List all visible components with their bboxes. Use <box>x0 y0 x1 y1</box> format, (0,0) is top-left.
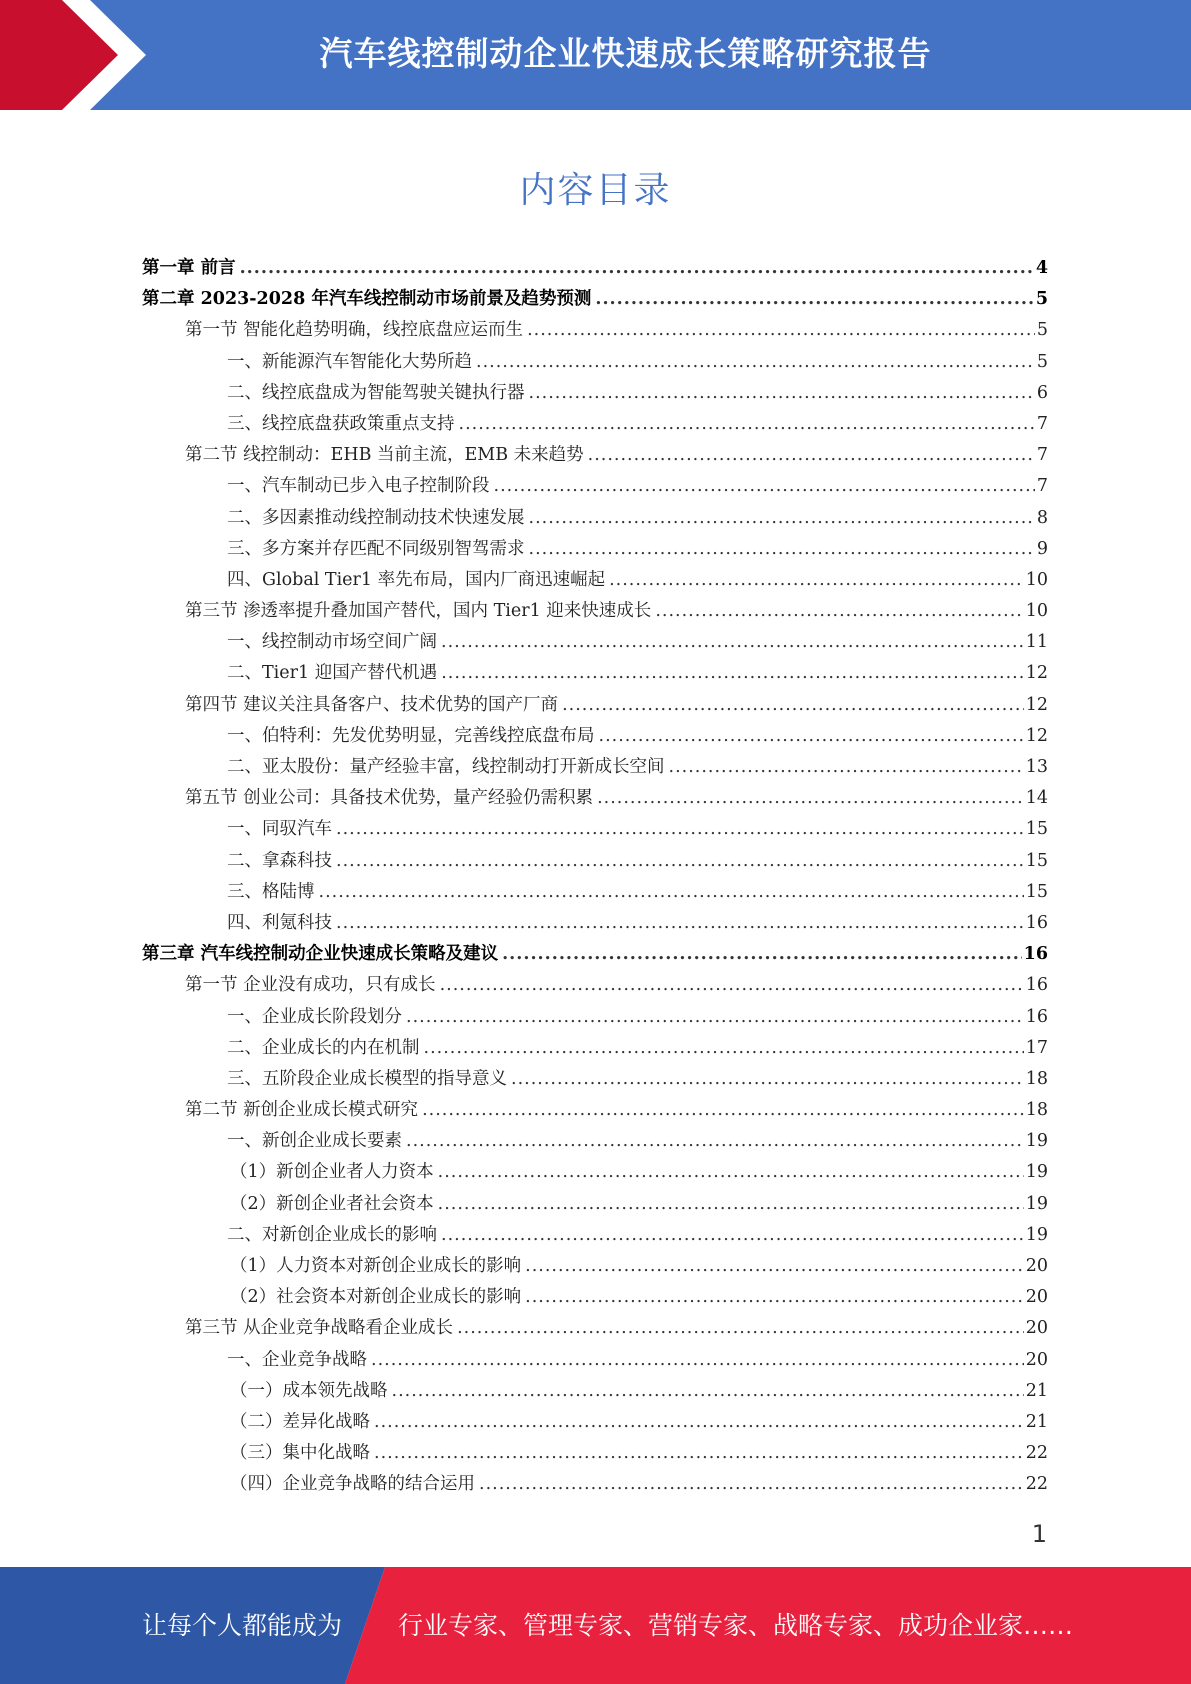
toc-entry[interactable] <box>142 1127 1048 1158</box>
toc-entry[interactable] <box>142 1408 1048 1439</box>
toc-entry[interactable] <box>142 940 1048 971</box>
toc-dot-leader <box>319 882 1024 902</box>
toc-entry-page: 16 <box>1023 944 1048 965</box>
toc-entry[interactable] <box>142 722 1048 753</box>
toc-entry-label: 第一节 企业没有成功，只有成长 <box>185 975 436 996</box>
toc-entry[interactable] <box>142 441 1048 472</box>
toc-entry[interactable] <box>142 815 1048 846</box>
toc-dot-leader <box>336 913 1024 933</box>
toc-entry-page: 9 <box>1036 538 1048 559</box>
toc-entry-page: 14 <box>1025 788 1048 809</box>
toc-dot-leader <box>406 1131 1024 1151</box>
toc-entry-page: 20 <box>1025 1349 1048 1370</box>
toc-entry[interactable] <box>142 254 1048 285</box>
toc-entry-label: （一）成本领先战略 <box>230 1380 388 1401</box>
toc-dot-leader <box>527 320 1035 340</box>
toc-entry-page: 12 <box>1025 694 1048 715</box>
toc-entry-page: 21 <box>1025 1380 1048 1401</box>
toc-entry-label: 二、企业成长的内在机制 <box>227 1037 420 1058</box>
toc-entry-page: 10 <box>1025 569 1048 590</box>
toc-dot-leader <box>336 851 1024 871</box>
toc-entry[interactable] <box>142 472 1048 503</box>
toc-entry-page: 7 <box>1036 445 1048 466</box>
toc-entry-page: 22 <box>1025 1474 1048 1495</box>
toc-entry-label: 第二节 新创企业成长模式研究 <box>185 1100 419 1121</box>
toc-entry-label: 二、亚太股份：量产经验丰富，线控制动打开新成长空间 <box>227 757 665 777</box>
toc-entry-label: 一、新能源汽车智能化大势所趋 <box>227 351 472 372</box>
toc-entry-page: 16 <box>1025 1006 1048 1027</box>
toc-entry-page: 22 <box>1025 1443 1048 1464</box>
toc-entry-label: 一、同驭汽车 <box>227 819 332 840</box>
toc-dot-leader <box>511 1069 1024 1089</box>
toc-entry-page: 16 <box>1025 912 1048 933</box>
toc-entry-label: 四、利氪科技 <box>227 912 332 933</box>
toc-dot-leader <box>441 632 1024 652</box>
toc-entry[interactable] <box>142 847 1048 878</box>
toc-dot-leader <box>476 352 1035 372</box>
toc-dot-leader <box>494 476 1035 496</box>
toc-dot-leader <box>529 383 1035 403</box>
toc-entry-label: （三）集中化战略 <box>230 1443 370 1464</box>
toc-entry[interactable] <box>142 1283 1048 1314</box>
toc-entry[interactable] <box>142 566 1048 597</box>
toc-entry-label: 三、格陆博 <box>227 881 315 902</box>
toc-entry-page: 18 <box>1025 1068 1048 1089</box>
toc-dot-leader <box>599 726 1024 746</box>
toc-entry[interactable] <box>142 659 1048 690</box>
toc-entry-label: 第四节 建议关注具备客户、技术优势的国产厂商 <box>185 694 559 715</box>
toc-entry-label: （2）社会资本对新创企业成长的影响 <box>230 1287 522 1308</box>
toc-entry-page: 11 <box>1025 632 1048 653</box>
toc-entry[interactable] <box>142 971 1048 1002</box>
toc-dot-leader <box>562 695 1024 715</box>
toc-entry-label: （四）企业竞争战略的结合运用 <box>230 1474 475 1495</box>
toc-dot-leader <box>240 258 1034 278</box>
toc-entry-label: 一、企业竞争战略 <box>227 1349 367 1370</box>
toc-dot-leader <box>438 1162 1024 1182</box>
toc-entry-label: 三、多方案并存匹配不同级别智驾需求 <box>227 538 525 559</box>
toc-entry-page: 21 <box>1025 1411 1048 1432</box>
toc-entry-page: 4 <box>1035 258 1048 278</box>
footer-banner <box>0 1567 1191 1684</box>
toc-dot-leader <box>597 788 1024 808</box>
table-of-contents <box>142 254 1048 1502</box>
toc-entry-label: 第一节 智能化趋势明确，线控底盘应运而生 <box>185 320 524 341</box>
toc-dot-leader <box>441 663 1024 683</box>
toc-entry[interactable] <box>142 1190 1048 1221</box>
toc-entry-label: 一、企业成长阶段划分 <box>227 1006 402 1027</box>
toc-entry-page: 20 <box>1025 1256 1048 1276</box>
toc-dot-leader <box>336 819 1024 839</box>
toc-entry-label: 第三节 从企业竞争战略看企业成长 <box>185 1318 454 1339</box>
toc-dot-leader <box>440 975 1024 995</box>
toc-dot-leader <box>529 508 1035 528</box>
toc-entry[interactable] <box>142 1034 1048 1065</box>
toc-dot-leader <box>502 944 1022 964</box>
toc-entry[interactable] <box>142 753 1048 784</box>
toc-entry[interactable] <box>142 1065 1048 1096</box>
toc-entry-label: 二、线控底盘成为智能驾驶关键执行器 <box>227 382 525 403</box>
toc-dot-leader <box>525 1287 1024 1307</box>
toc-dot-leader <box>371 1350 1024 1370</box>
toc-entry[interactable] <box>142 597 1048 628</box>
toc-entry-label: 第五节 创业公司：具备技术优势，量产经验仍需积累 <box>185 788 594 809</box>
toc-entry-label: （1）人力资本对新创企业成长的影响 <box>230 1256 522 1276</box>
toc-entry-label: 第一章 前言 <box>142 258 236 278</box>
toc-dot-leader <box>438 1194 1024 1214</box>
toc-entry-page: 7 <box>1036 413 1048 434</box>
toc-entry-page: 10 <box>1025 601 1048 622</box>
toc-dot-leader <box>392 1381 1024 1401</box>
toc-dot-leader <box>669 757 1024 777</box>
toc-dot-leader <box>479 1474 1024 1494</box>
toc-title: 内容目录 <box>519 170 672 211</box>
toc-dot-leader <box>374 1443 1024 1463</box>
toc-entry-label: 一、新创企业成长要素 <box>227 1131 402 1152</box>
toc-entry[interactable] <box>142 535 1048 566</box>
toc-entry-page: 19 <box>1025 1224 1048 1245</box>
toc-entry-page: 15 <box>1025 881 1048 902</box>
toc-entry-page: 5 <box>1036 320 1048 341</box>
toc-entry[interactable] <box>142 1003 1048 1034</box>
toc-entry-label: 一、汽车制动已步入电子控制阶段 <box>227 476 490 497</box>
toc-entry-page: 17 <box>1025 1037 1048 1058</box>
toc-entry-label: 一、线控制动市场空间广阔 <box>227 632 437 653</box>
toc-entry-page: 15 <box>1025 850 1048 871</box>
toc-entry[interactable] <box>142 316 1048 347</box>
toc-dot-leader <box>609 570 1024 590</box>
toc-dot-leader <box>525 1256 1024 1276</box>
toc-entry-page: 7 <box>1036 476 1048 497</box>
toc-dot-leader <box>374 1412 1024 1432</box>
toc-entry-label: （二）差异化战略 <box>230 1411 370 1432</box>
toc-entry-page: 12 <box>1025 725 1048 746</box>
toc-entry-label: 三、五阶段企业成长模型的指导意义 <box>227 1068 507 1089</box>
toc-dot-leader <box>406 1007 1024 1027</box>
toc-entry[interactable] <box>142 410 1048 441</box>
toc-entry-label: 一、伯特利：先发优势明显，完善线控底盘布局 <box>227 725 595 746</box>
toc-entry-page: 5 <box>1035 289 1048 310</box>
toc-entry-page: 12 <box>1025 663 1048 684</box>
toc-entry-label: 二、对新创企业成长的影响 <box>227 1224 437 1245</box>
report-title: 汽车线控制动企业快速成长策略研究报告 <box>319 34 932 73</box>
toc-entry-label: 二、拿森科技 <box>227 850 332 871</box>
toc-entry-label: （2）新创企业者社会资本 <box>230 1193 434 1214</box>
toc-entry[interactable] <box>142 1377 1048 1408</box>
toc-entry[interactable] <box>142 1439 1048 1470</box>
toc-entry[interactable] <box>142 379 1048 410</box>
footer-slogan-left: 让每个人都能成为 <box>142 1611 343 1640</box>
toc-entry[interactable] <box>142 628 1048 659</box>
toc-entry-label: 第二章 2023-2028 年汽车线控制动市场前景及趋势预测 <box>142 289 592 310</box>
toc-dot-leader <box>424 1038 1024 1058</box>
toc-entry-label: 二、多因素推动线控制动技术快速发展 <box>227 507 525 528</box>
toc-entry-page: 15 <box>1025 819 1048 840</box>
toc-entry-label: 第三节 渗透率提升叠加国产替代，国内 Tier1 迎来快速成长 <box>185 601 652 622</box>
page-number: 1 <box>1031 1520 1047 1548</box>
toc-entry[interactable] <box>142 348 1048 379</box>
toc-dot-leader <box>595 289 1033 309</box>
toc-entry[interactable] <box>142 1158 1048 1189</box>
toc-entry-page: 19 <box>1025 1193 1048 1214</box>
toc-entry-label: 四、Global Tier1 率先布局，国内厂商迅速崛起 <box>227 569 606 590</box>
toc-entry-label: 二、Tier1 迎国产替代机遇 <box>227 663 438 684</box>
toc-entry[interactable] <box>142 1221 1048 1252</box>
toc-dot-leader <box>457 1318 1024 1338</box>
toc-entry[interactable] <box>142 1470 1048 1501</box>
toc-entry-page: 8 <box>1036 507 1048 528</box>
toc-entry-page: 20 <box>1025 1287 1048 1308</box>
toc-entry-page: 19 <box>1025 1162 1048 1183</box>
toc-dot-leader <box>422 1100 1024 1120</box>
toc-entry[interactable] <box>142 784 1048 815</box>
toc-entry[interactable] <box>142 878 1048 909</box>
toc-dot-leader <box>441 1225 1024 1245</box>
toc-entry[interactable] <box>142 1252 1048 1283</box>
toc-entry-page: 6 <box>1036 382 1048 403</box>
toc-entry-page: 16 <box>1025 975 1048 996</box>
toc-entry-label: 三、线控底盘获政策重点支持 <box>227 413 455 434</box>
toc-entry-label: （1）新创企业者人力资本 <box>230 1162 434 1183</box>
toc-entry[interactable] <box>142 504 1048 535</box>
toc-dot-leader <box>655 601 1023 621</box>
toc-entry[interactable] <box>142 1314 1048 1345</box>
header-banner <box>0 0 1191 110</box>
toc-dot-leader <box>588 445 1035 465</box>
toc-entry[interactable] <box>142 285 1048 316</box>
toc-entry-page: 5 <box>1036 351 1048 372</box>
toc-entry-page: 19 <box>1025 1131 1048 1152</box>
footer-slogan-right: 行业专家、管理专家、营销专家、战略专家、成功企业家…… <box>398 1611 1074 1640</box>
toc-entry-page: 18 <box>1025 1100 1048 1121</box>
toc-entry[interactable] <box>142 909 1048 940</box>
toc-entry[interactable] <box>142 1096 1048 1127</box>
toc-entry-label: 第三章 汽车线控制动企业快速成长策略及建议 <box>142 944 499 965</box>
toc-entry[interactable] <box>142 1346 1048 1377</box>
toc-entry[interactable] <box>142 691 1048 722</box>
toc-dot-leader <box>529 539 1035 559</box>
toc-entry-page: 13 <box>1025 757 1048 777</box>
toc-dot-leader <box>459 414 1035 434</box>
toc-entry-label: 第二节 线控制动：EHB 当前主流，EMB 未来趋势 <box>185 445 584 466</box>
toc-entry-page: 20 <box>1025 1318 1048 1339</box>
